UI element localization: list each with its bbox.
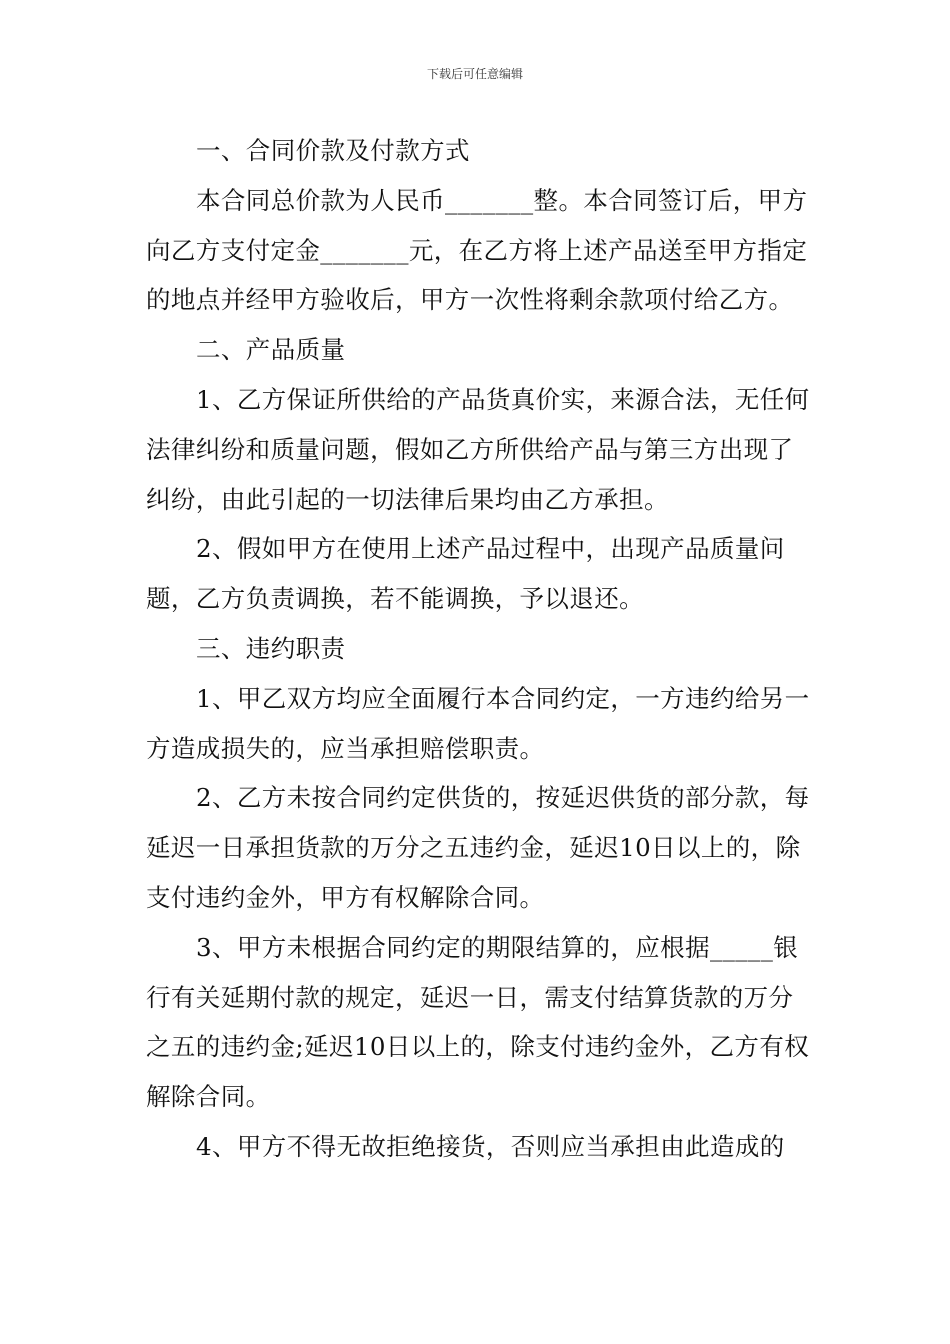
payment-clause: 本合同总价款为人民币_______整。本合同签订后，甲方向乙方支付定金_______元，在乙方将上述产品送至甲方指定的地点并经甲方验收后，甲方一次性将剩余款项付给乙方。 xyxy=(146,185,808,315)
section-heading-liability: 三、违约职责 xyxy=(196,633,346,663)
liability-clause-4: 4、甲方不得无故拒绝接货，否则应当承担由此造成的 xyxy=(196,1131,785,1161)
liability-clause-2: 2、乙方未按合同约定供货的，按延迟供货的部分款，每延迟一日承担货款的万分之五违约金，延迟10日以上的，除支付违约金外，甲方有权解除合同。 xyxy=(146,783,810,912)
contract-body xyxy=(146,126,818,1172)
liability-clause-1: 1、甲乙双方均应全面履行本合同约定，一方违约给另一方造成损失的，应当承担赔偿职责。 xyxy=(146,683,810,763)
section-heading-quality: 二、产品质量 xyxy=(196,335,346,365)
quality-clause-1: 1、乙方保证所供给的产品货真价实，来源合法，无任何法律纠纷和质量问题，假如乙方所供给产品与第三方出现了纠纷，由此引起的一切法律后果均由乙方承担。 xyxy=(146,384,810,514)
quality-clause-2: 2、假如甲方在使用上述产品过程中，出现产品质量问题，乙方负责调换，若不能调换，予以退还。 xyxy=(146,534,785,614)
liability-clause-3: 3、甲方未根据合同约定的期限结算的，应根据_____银行有关延期付款的规定，延迟一日，需支付结算货款的万分之五的违约金;延迟10日以上的，除支付违约金外，乙方有权解除合同。 xyxy=(146,932,810,1112)
section-heading-payment: 一、合同价款及付款方式 xyxy=(196,136,470,165)
header-note: 下载后可任意编辑 xyxy=(426,67,523,81)
